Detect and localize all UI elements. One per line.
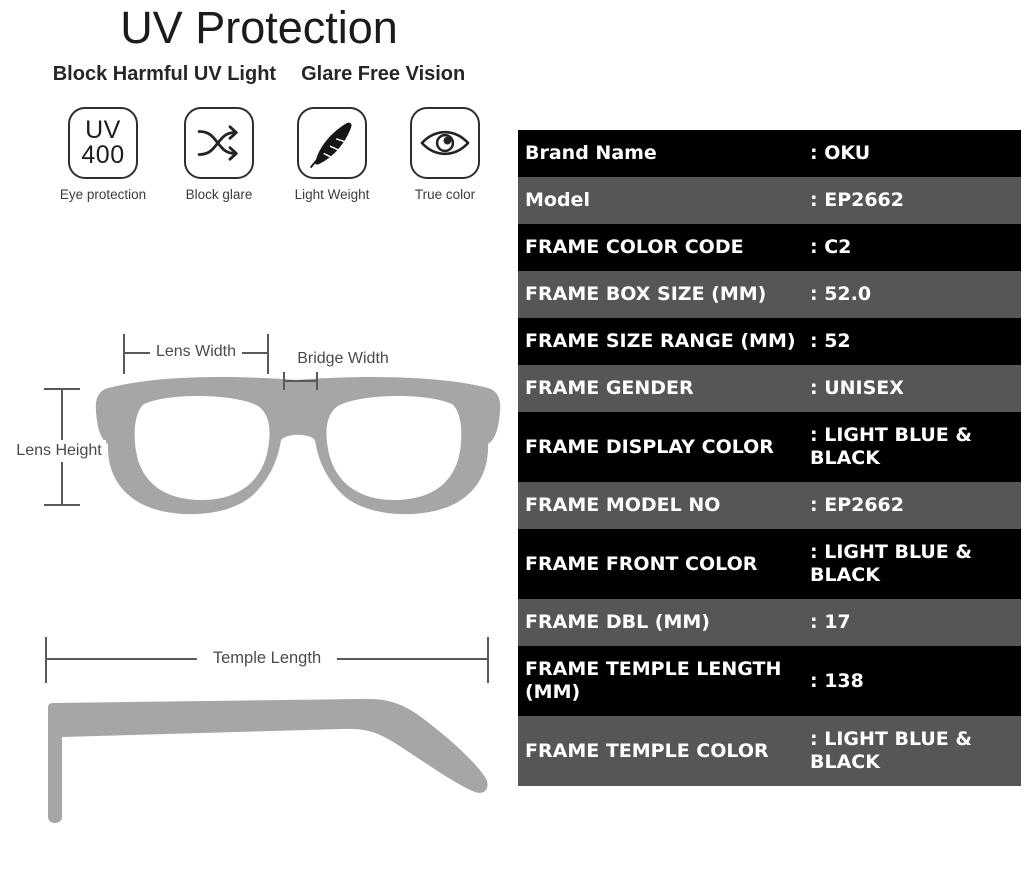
spec-value: : C2: [810, 236, 852, 258]
spec-row: [518, 716, 1021, 786]
spec-value: : UNISEX: [810, 377, 904, 399]
spec-value: : LIGHT BLUE & BLACK: [810, 541, 972, 586]
temple-side-diagram: [42, 698, 494, 834]
spec-value: : EP2662: [810, 494, 904, 516]
spec-label: FRAME MODEL NO: [525, 494, 721, 516]
spec-label: FRAME GENDER: [525, 377, 694, 399]
subtitle: [0, 63, 518, 86]
spec-value: : LIGHT BLUE & BLACK: [810, 424, 972, 469]
spec-row: [518, 529, 1021, 599]
measure-tick: [267, 334, 269, 374]
feature-label: True color: [414, 187, 476, 202]
temple-length-measure: [45, 637, 489, 683]
spec-label: FRAME TEMPLE COLOR: [525, 739, 769, 762]
spec-value: : EP2662: [810, 189, 904, 211]
spec-label: Model: [525, 189, 590, 211]
measure-tick: [45, 637, 47, 683]
spec-row: [518, 412, 1021, 482]
temple-length-label: Temple Length: [197, 649, 337, 668]
spec-row: [518, 177, 1021, 224]
spec-label: FRAME SIZE RANGE (MM): [525, 330, 796, 352]
uv400-top-text: UV: [85, 116, 121, 144]
spec-label: FRAME DBL (MM): [525, 611, 710, 633]
spec-row: [518, 130, 1021, 177]
spec-value: : LIGHT BLUE & BLACK: [810, 728, 972, 773]
feature-light-weight: [274, 107, 390, 202]
measure-tick: [487, 637, 489, 683]
spec-value: : 138: [810, 669, 864, 692]
uv400-badge-icon: [68, 107, 138, 179]
crossing-arrows-glyph: [196, 122, 242, 164]
measure-tick: [123, 334, 125, 374]
feature-label: Block glare: [185, 187, 253, 202]
lens-width-label: Lens Width: [150, 343, 242, 361]
subtitle-glare-free: Glare Free Vision: [301, 63, 466, 85]
measure-line: [283, 380, 318, 382]
spec-label: FRAME TEMPLE LENGTH (MM): [525, 658, 782, 703]
spec-label: FRAME DISPLAY COLOR: [525, 435, 774, 458]
feature-true-color: [387, 107, 503, 202]
spec-value: : 17: [810, 611, 851, 633]
uv400-bottom-text: 400: [81, 141, 125, 169]
page-title: UV Protection: [120, 2, 398, 53]
true-color-eye-icon: [410, 107, 480, 179]
spec-value: : OKU: [810, 142, 871, 164]
spec-value: : 52: [810, 330, 851, 352]
spec-row: [518, 365, 1021, 412]
spec-row: [518, 482, 1021, 529]
bridge-width-measure: [283, 372, 318, 390]
spec-row: [518, 318, 1021, 365]
spec-row: [518, 224, 1021, 271]
spec-label: FRAME FRONT COLOR: [525, 552, 758, 575]
spec-row: [518, 646, 1021, 716]
block-glare-arrows-icon: [184, 107, 254, 179]
lens-width-measure: [123, 334, 269, 374]
bridge-width-label: Bridge Width: [297, 350, 389, 367]
feature-label: Light Weight: [294, 187, 370, 202]
spec-label: Brand Name: [525, 142, 657, 164]
spec-label: FRAME BOX SIZE (MM): [525, 283, 767, 305]
spec-row: [518, 271, 1021, 318]
spec-table: [518, 130, 1021, 786]
spec-value: : 52.0: [810, 283, 872, 305]
lens-height-label: Lens Height: [12, 440, 106, 462]
subtitle-block-harmful: Block Harmful UV Light: [52, 63, 277, 85]
feature-block-glare: [161, 107, 277, 202]
uv400-badge-text: [81, 118, 124, 168]
feather-glyph: [308, 118, 356, 168]
eye-glyph: [419, 125, 471, 161]
feature-label: Eye protection: [59, 187, 147, 202]
glasses-front-diagram: [92, 366, 504, 528]
feather-icon: [297, 107, 367, 179]
feature-eye-protection: [45, 107, 161, 202]
spec-label: FRAME COLOR CODE: [525, 236, 744, 258]
spec-row: [518, 599, 1021, 646]
